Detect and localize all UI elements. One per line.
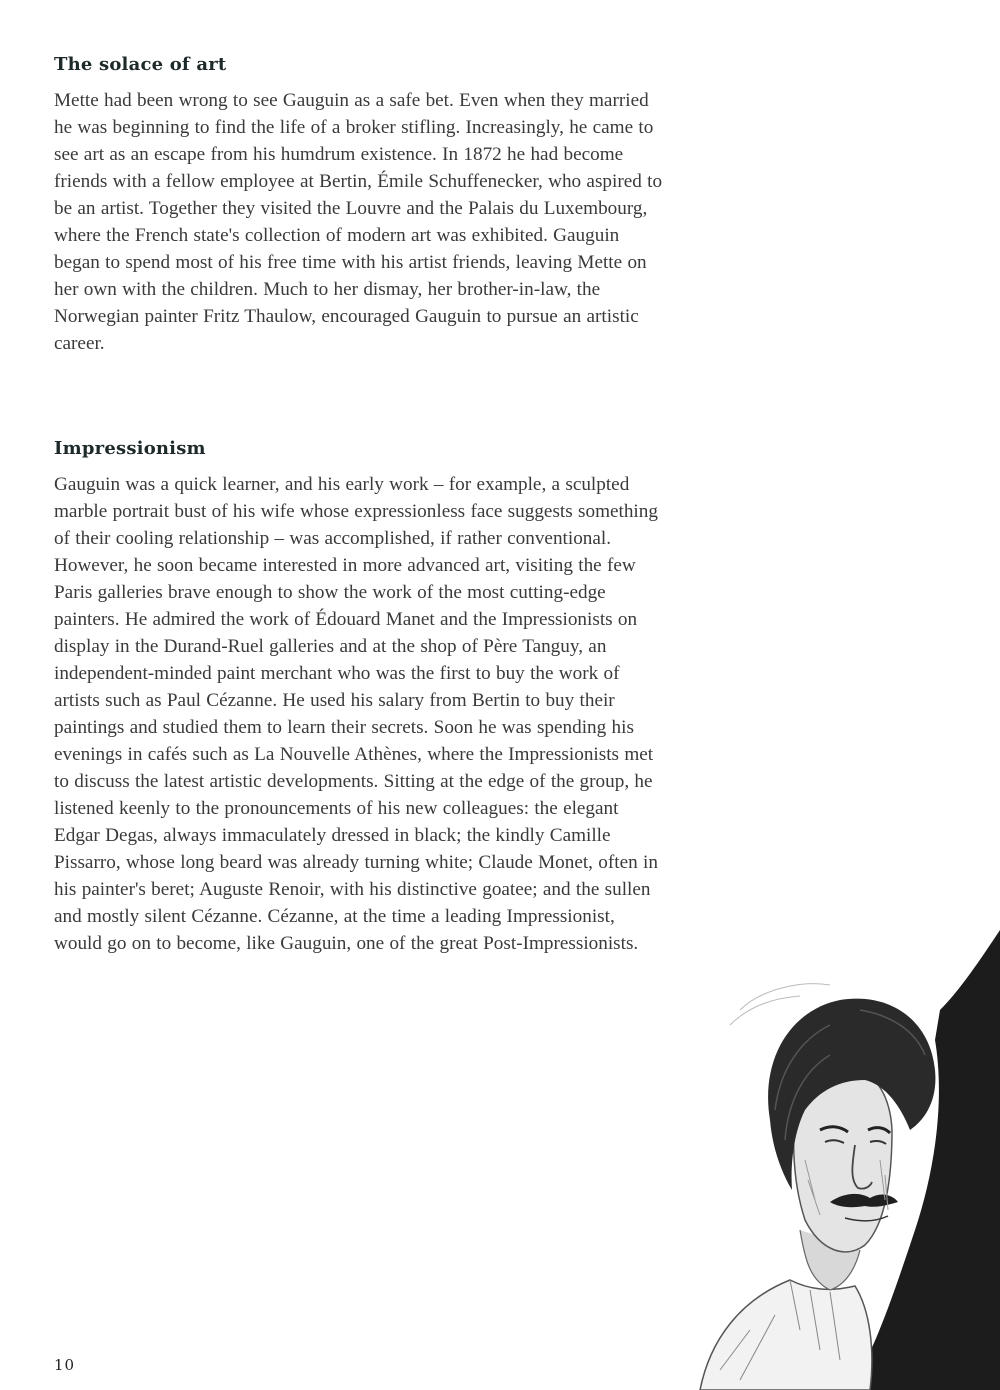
shirt-sketch [700,1280,872,1390]
page-number: 10 [54,1356,76,1374]
section-heading: Impressionism [54,438,206,459]
section-body: Gauguin was a quick learner, and his early work – for example, a sculpted marble portrait bust of his wife whose expressionless face suggests something of their cooling relationship – was accomplished, if rather conventional. However, he soon became interested in more advanced art, visiting the few Paris galleries brave enough to show the work of the most cutting-edge painters. He admired the work of Édouard Manet and the Impressionists on display in the Durand-Ruel galleries and at the shop of Père Tanguy, an independent-minded paint merchant who was the first to buy the work of artists such as Paul Cézanne. He used his salary from Bertin to buy their paintings and studied them to learn their secrets. Soon he was spending his evenings in cafés such as La Nouvelle Athènes, where the Impressionists met to discuss the latest artistic developments. Sitting at the edge of the group, he listened keenly to the pronouncements of his new colleagues: the elegant Edgar Degas, always immaculately dressed in black; the kindly Camille Pissarro, whose long beard was already turning white; Claude Monet, often in his painter's beret; Auguste Renoir, with his distinctive goatee; and the sullen and mostly silent Cézanne. Cézanne, at the time a leading Impressionist, would go on to become, like Gauguin, one of the great Post-Impressionists. [54,474,658,954]
portrait-sketch-icon [680,930,1000,1390]
section-heading: The solace of art [54,54,227,75]
section-body: Mette had been wrong to see Gauguin as a safe bet. Even when they married he was beginning to find the life of a broker stifling. Increasingly, he came to see art as an escape from his humdrum existence. In 1872 he had become friends with a fellow employee at Bertin, Émile Schuffenecker, who aspired to be an artist. Together they visited the Louvre and the Palais du Luxembourg, where the French state's collection of modern art was exhibited. Gauguin began to spend most of his free time with his artist friends, leaving Mette on her own with the children. Much to her dismay, her brother-in-law, the Norwegian painter Fritz Thaulow, encouraged Gauguin to pursue an artistic career. [54,90,663,354]
section-solace-of-art [54,54,664,357]
section-impressionism [54,438,664,957]
